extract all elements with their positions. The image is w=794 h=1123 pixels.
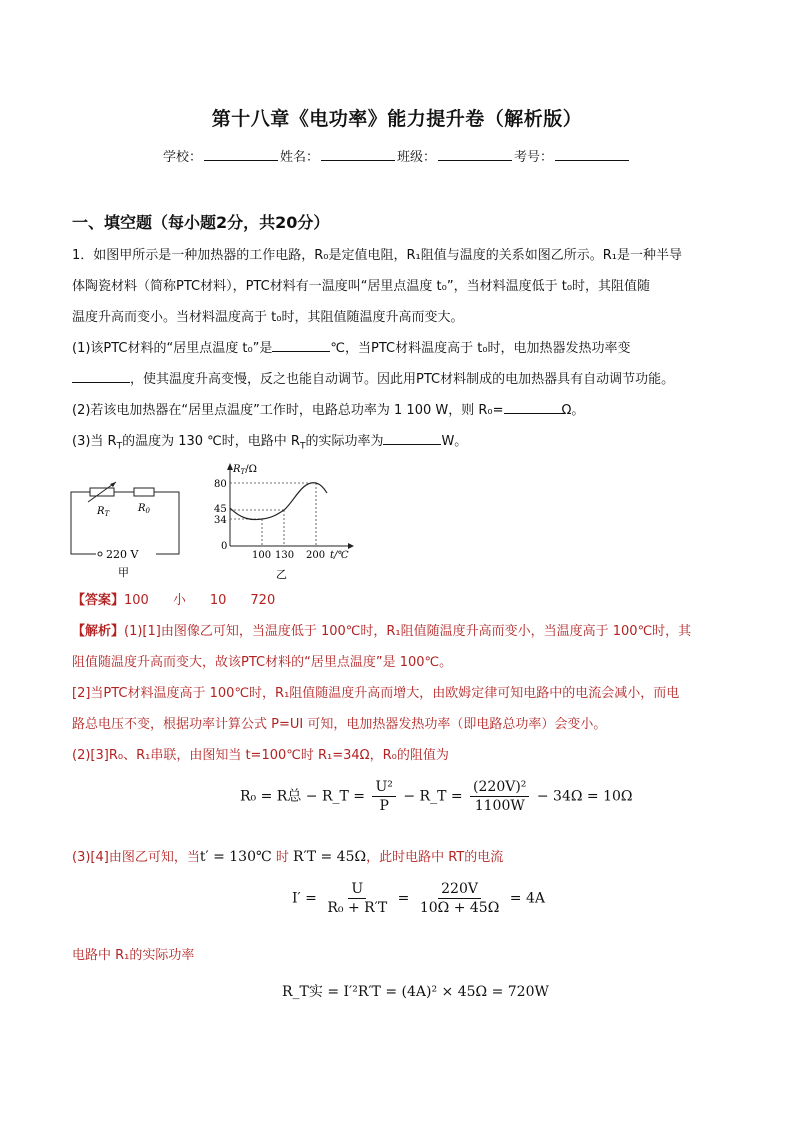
analysis-p1b: 阻值随温度升高而变大，故该PTC材料的“居里点温度”是 100℃。 [72, 655, 453, 670]
analysis-p1a: 【解析】(1)[1]由图像乙可知，当温度低于 100℃时，R₁阻值随温度升高而变小，当温度高于 100℃时，其 [72, 624, 692, 639]
student-info-line [0, 146, 794, 165]
rt-curve [230, 483, 327, 520]
school-label: 学校： [162, 150, 202, 165]
number-blank[interactable] [555, 148, 629, 161]
formula-power: R_T实 = I′²R′T = (4A)² × 45Ω = 720W [282, 984, 549, 1000]
x-tick-100: 100 [252, 550, 272, 561]
x-tick-200: 200 [306, 550, 326, 561]
y-tick-80: 80 [214, 479, 227, 490]
q1-sub1: (1)该PTC材料的“居里点温度 t₀”是 ℃，当PTC材料温度高于 t₀时，电加热器发热功率变 [72, 341, 631, 356]
answer-blank-4[interactable] [383, 432, 441, 445]
formula-current: I′ = $\frac{U}{\text{R₀ + R′T}}$ = $\frac{220V}{10\Omega + 45\Omega}$ = 4A [292, 881, 545, 916]
voltage-label: 220 V [106, 548, 139, 561]
y-tick-45: 45 [214, 504, 227, 515]
page-title: 第十八章《电功率》能力提升卷（解析版） [211, 108, 583, 130]
q1-line1: 1．如图甲所示是一种加热器的工作电路，R₀是定值电阻，R₁阻值与温度的关系如图乙所示。R₁是一种半导 [72, 248, 683, 263]
q1-line3: 温度升高而变小。当材料温度高于 t₀时，其阻值随温度升高而变大。 [72, 310, 464, 325]
y-tick-34: 34 [214, 515, 227, 526]
analysis-p5: 电路中 R₁的实际功率 [72, 948, 195, 963]
circuit-diagram [66, 478, 186, 588]
y-axis-label: $R_T/\Omega$ [233, 464, 257, 476]
answer-value-1: 100 [124, 593, 149, 608]
q1-sub1-cont: ，使其温度升高变慢，反之也能自动调节。因此用PTC材料制成的电加热器具有自动调节功能。 [72, 364, 726, 395]
question-1 [72, 240, 726, 463]
class-blank[interactable] [438, 148, 512, 161]
r0-label: $R_0$ [138, 503, 150, 515]
rt-label: $R_T$ [97, 506, 110, 518]
origin-label: 0 [221, 541, 228, 552]
analysis-p2a: [2]当PTC材料温度高于 100℃时，R₁阻值随温度升高而增大，由欧姆定律可知电路中的电流会减小，而电 [72, 686, 680, 701]
analysis-p4: (3)[4]由图乙可知，当t′ = 130℃ 时 R′T = 45Ω，此时电路中 RT的电流 [72, 849, 504, 865]
analysis-block [72, 616, 726, 771]
q1-sub2: (2)若该电加热器在“居里点温度”工作时，电路总功率为 1 100 W，则 R₀= Ω。 [72, 403, 585, 418]
q1-line2: 体陶瓷材料（简称PTC材料），PTC材料有一温度叫“居里点温度 t₀”，当材料温度低于 t₀时，其阻值随 [72, 279, 651, 294]
answer-value-4: 720 [250, 593, 276, 608]
analysis-p2b: 路总电压不变，根据功率计算公式 P=UI 可知，电加热器发热功率（即电路总功率）会变小。 [72, 717, 607, 732]
x-tick-130: 130 [275, 550, 295, 561]
school-blank[interactable] [204, 148, 278, 161]
circuit-caption: 甲 [118, 566, 129, 579]
number-label: 考号： [514, 150, 554, 165]
formula-r0: R₀ = R总 − R_T = $\frac{\text{U²}}{P}$ − R_T = $\frac{\text{(220V)²}}{1100W}$ − 34Ω = 10Ω [240, 779, 633, 814]
r0-resistor [134, 488, 154, 496]
answer-blank-3[interactable] [504, 401, 562, 414]
answer-value-3: 10 [209, 593, 227, 608]
answer-blank-1[interactable] [272, 339, 330, 352]
class-label: 班级： [397, 150, 437, 165]
analysis-p3: (2)[3]R₀、R₁串联，由图知当 t=100℃时 R₁=34Ω，R₀的阻值为 [72, 748, 449, 763]
answer-value-2: 小 [172, 593, 186, 608]
name-blank[interactable] [321, 148, 395, 161]
answer-blank-2[interactable] [72, 370, 130, 383]
resistance-temperature-graph [206, 460, 356, 586]
q1-sub3: (3)当 $R_T$的温度为 130 ℃时，电路中 $R_T$的实际功率为 W。 [72, 434, 468, 452]
section-title: 一、填空题（每小题2分，共20分） [72, 213, 330, 232]
answer-line [72, 585, 726, 616]
name-label: 姓名： [279, 150, 319, 165]
graph-caption: 乙 [276, 568, 287, 581]
x-axis-label: t/℃ [330, 550, 349, 561]
answer-label: 【答案】 [72, 593, 125, 608]
